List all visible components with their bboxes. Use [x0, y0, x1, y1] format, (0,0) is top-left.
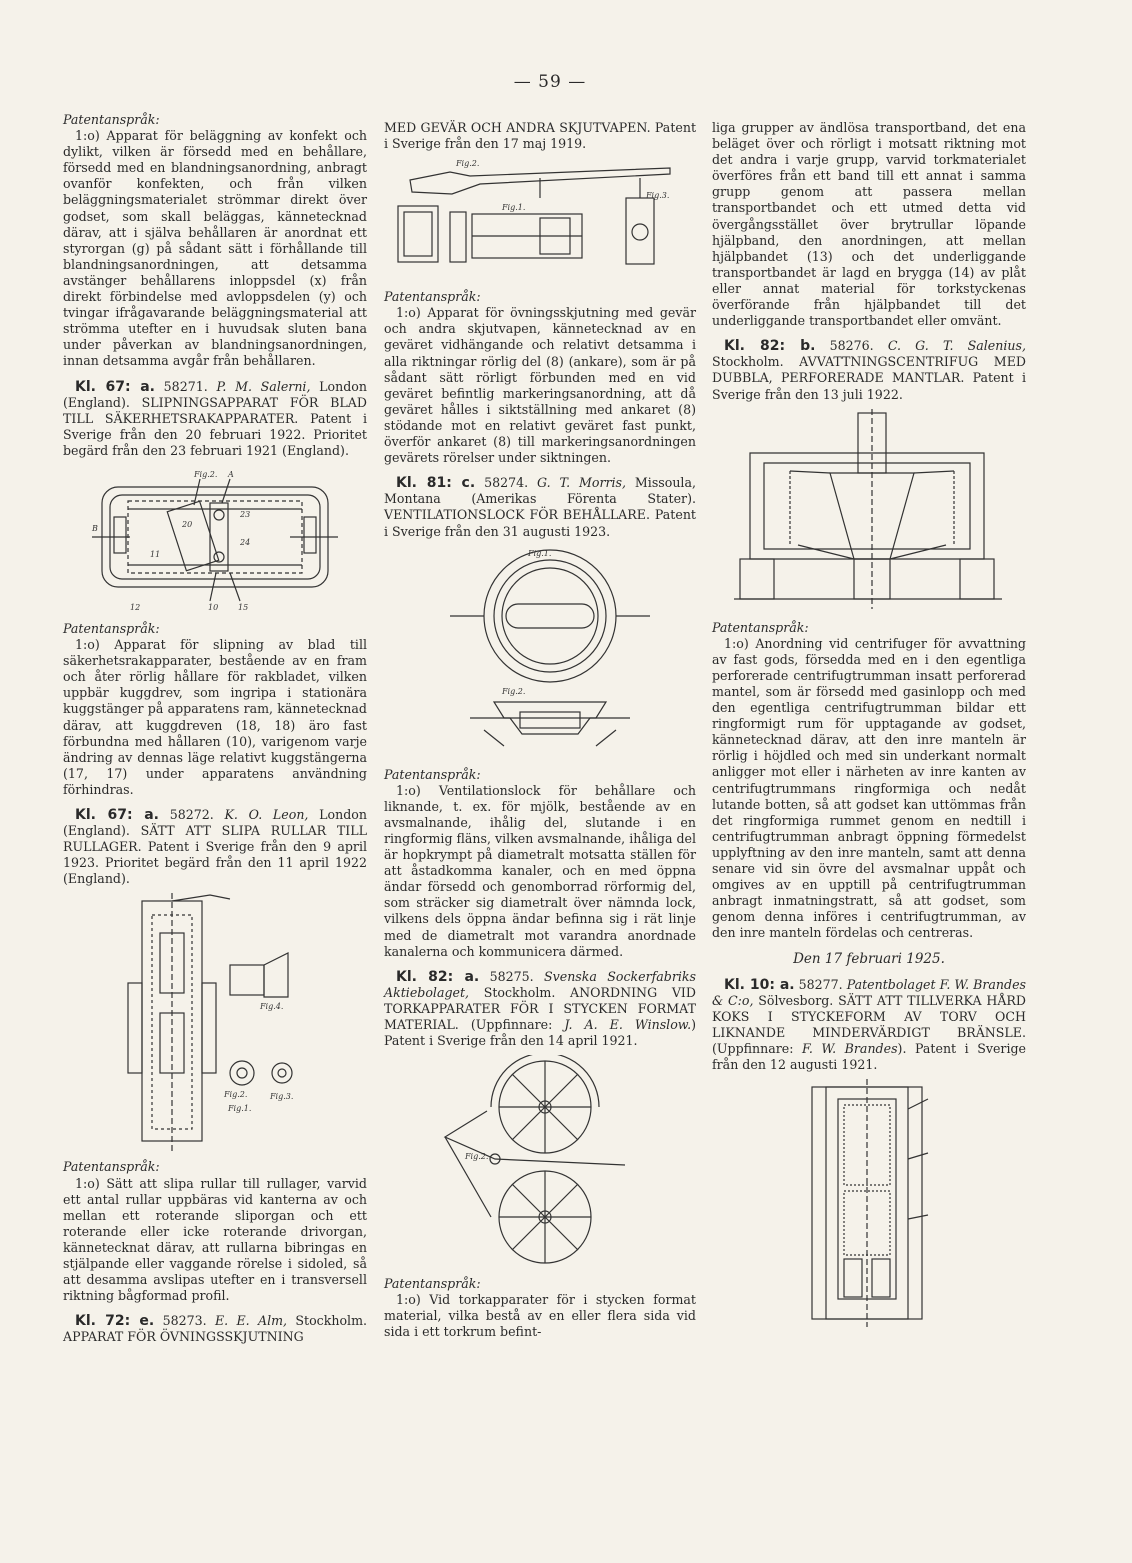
fig-label: 23: [240, 509, 251, 519]
continued-claim: liga grupper av ändlösa transportband, det ena beläget över och rörligt i motsatt riktning mot det andra i varje grupp, varvid torkmaterialet överföres från ett band till ett annat i samma grupp genom att passera mellan transportbandet och ett utmed detta vid övergångsstället över brytrullar löpande hjälpband, den anordningen, att mellan hjälpbandet (13) och det underliggande transportbandet är lagd en brygga (14) av plåt eller annat material för torkstyckenas överförande från hjälpbandet till det underliggande transportbandet eller omvänt.: [712, 120, 1026, 329]
patent-entry: [384, 475, 696, 539]
patent-title: Stockholm. AVVATTNINGSCENTRIFUG MED DUBBLA, PERFORERADE MANTLAR. Patent i Sverige från den 13 juli 1922.: [712, 354, 1026, 402]
class-label: Kl. 67: a.: [75, 378, 155, 395]
patent-entry: [712, 977, 1026, 1074]
fig-label: A: [228, 469, 234, 479]
claim-heading: Patentanspråk:: [384, 1276, 481, 1292]
patent-title: London (England). SÄTT ATT SLIPA RULLAR TILL RULLAGER. Patent i Sverige från den 9 april 1923. Prioritet begärd från den 11 april 1922 (England).: [63, 807, 367, 887]
class-label: Kl. 10: a.: [724, 976, 795, 993]
applicant-name: C. G. T. Salenius,: [887, 338, 1026, 354]
applicant-name: K. O. Leon,: [224, 807, 309, 822]
patent-number: 58275.: [489, 968, 534, 984]
continued-title: MED GEVÄR OCH ANDRA SKJUTVAPEN. Patent i Sverige från den 17 maj 1919.: [384, 120, 696, 152]
inventor-name: J. A. E. Winslow.: [564, 1017, 692, 1032]
claim-text: 1:o) Vid torkapparater för i stycken format material, vilka bestå av en eller flera sida vid sida i ett torkrum befint-: [384, 1292, 696, 1340]
claim-heading: Patentanspråk:: [63, 620, 160, 636]
fig-label: Fig.1.: [502, 203, 526, 213]
fig-label: Fig.2.: [456, 159, 480, 169]
patent-title-end: ) Patent i Sverige från den 14 april 1921.: [384, 1017, 696, 1049]
fig-label: 15: [238, 602, 249, 612]
fig-label: Fig.2.: [465, 1152, 489, 1162]
claim-heading: Patentanspråk:: [384, 766, 481, 782]
patent-title: Stockholm. ANORDNING VID TORKAPPARATER FÖR I STYCKEN FORMAT MATERIAL. (Uppfinnare:: [384, 984, 696, 1032]
claim-text: 1:o) Ventilationslock för behållare och liknande, t. ex. för mjölk, bestående av en avsmalnande, ihålig del, slutande i en ringformig fläns, vilken avsmalnande, ihåliga del är hopkrympt på diametralt motsatta ställen för att åstadkomma kanaler, och en med öppna ändar försedd och genomborrad rörformig del, som sträcker sig diametralt över nämnda lock, vilkens dels öppna ändar befinna sig i rät linje med de diametralt mot varandra anordnade kanalerna och kommunicera därmed.: [384, 782, 697, 959]
centrifuge-figure: [734, 409, 1004, 614]
patent-entry: [63, 379, 367, 459]
dryer-figure: [425, 1055, 655, 1270]
applicant-name: G. T. Morris,: [537, 475, 626, 491]
patent-title: Missoula, Montana (Amerikas Förenta Stater). VENTILATIONSLOCK FÖR BEHÅLLARE. Patent i Sverige från den 31 augusti 1923.: [384, 475, 696, 539]
claim-text: 1:o) Apparat för beläggning av konfekt och dylikt, vilken är försedd med en behållare, försedd med en blandningsanordning, anbragt ovanför konfekten, och från vilken beläggningsmaterialet strömmar direkt över godset, som skall beläggas, kännetecknad därav, att i själva behållaren är anordnat ett styrorgan (g) på sådant sätt i förhållande till blandningsanordningen, att detsamma avstänger behållarens inloppsdel (x) från direkt förbindelse med avloppsdelen (y) och tvingar ifrågavarande beläggningsmaterial att strömma utefter en i huvudsak sluten bana under påverkan av blandningsanordningen, innan detsamma avgår från behållaren.: [63, 128, 367, 369]
fig-label: Fig.1.: [228, 1104, 252, 1114]
patent-number: 58271.: [163, 378, 208, 394]
fig-label: 11: [150, 549, 161, 559]
inventor-name: F. W. Brandes: [802, 1040, 898, 1056]
patent-title: Sölvesborg. SÄTT ATT TILLVERKA HÅRD KOKS I STYCKEFORM AV TORV OCH LIKNANDE MINDERVÄRDIGT BRÄNSLE. (Uppfinnare:: [712, 992, 1026, 1056]
patent-entry: [384, 969, 696, 1049]
patent-number: 58272.: [169, 807, 214, 822]
applicant-name: Svenska Sockerfabriks Aktiebolaget,: [384, 968, 696, 1000]
patent-number: 58276.: [829, 338, 874, 354]
patent-title: Stockholm. APPARAT FÖR ÖVNINGSSKJUTNING: [63, 1313, 368, 1345]
claim-heading: Patentanspråk:: [712, 619, 809, 635]
date-heading: Den 17 februari 1925.: [793, 951, 945, 968]
patent-entry: [63, 807, 367, 887]
rifle-figure: [390, 158, 690, 283]
applicant-name: Patentbolaget F. W. Brandes & C:o,: [712, 976, 1026, 1008]
fig-label: 12: [130, 602, 141, 612]
column-2: [384, 120, 696, 1341]
claim-text: 1:o) Apparat för övningsskjutning med gevär och andra skjutvapen, kännetecknad av en geväret vidhängande och relativt detsamma i alla riktningar rörlig del (8) (ankare), som är på sådant sätt rörligt förbunden med en vid geväret befintlig markeringsanordning, att då geväret hålles i siktställning med ankaret (8) stödande mot en relativt geväret fast punkt, överför ankaret (8) till markeringsanordningen gevärets rörelser under siktningen.: [384, 305, 696, 466]
patent-number: 58273.: [162, 1313, 207, 1329]
patent-number: 58274.: [484, 475, 529, 491]
claim-text: 1:o) Sätt att slipa rullar till rullager, varvid ett antal rullar uppbäras vid kanterna av och mellan ett roterande sliporgan och ett roterande eller icke roterande drivorgan, kännetecknat därav, att rullarna bibringas en stjälpande eller vaggande rörelse i sidoled, så att desamma avslipas utefter en i transversell riktning bågformad profil.: [63, 1175, 367, 1304]
patent-number: 58277.: [798, 976, 843, 992]
fig-label: 10: [208, 602, 219, 612]
fig-label: B: [92, 523, 98, 533]
patent-entry: [63, 1313, 367, 1345]
patent-title-end: ). Patent i Sverige från den 12 augusti 1921.: [712, 1040, 1026, 1073]
claim-text: 1:o) Apparat för slipning av blad till säkerhetsrakapparater, bestående av en fram och åter rörlig hållare för rakbladet, vilken uppbär kuggdrev, som ingripa i stationära kuggstänger på apparatens ram, kännetecknad därav, att kuggdreven (18, 18) äro fast förbundna med hållaren (10), varigenom varje ändring av dennas läge relativt kuggstängerna (17, 17) under apparatens användning förhindras.: [63, 637, 367, 797]
class-label: Kl. 82: b.: [724, 338, 816, 355]
claim-heading: Patentanspråk:: [63, 1159, 160, 1175]
fig-label: 20: [182, 519, 193, 529]
fig-label: Fig.1.: [528, 548, 552, 558]
coke-oven-figure: [804, 1079, 934, 1329]
fig-label: Fig.2.: [502, 686, 526, 696]
fig-label: Fig.2.: [194, 469, 218, 479]
applicant-name: E. E. Alm,: [214, 1313, 288, 1329]
fig-label: Fig.4.: [260, 1002, 284, 1012]
column-3: [712, 120, 1026, 1335]
fig-label: Fig.3.: [646, 191, 670, 201]
roller-grinder-figure: [120, 893, 310, 1153]
fig-label: 24: [240, 537, 251, 547]
applicant-name: P. M. Salerni,: [216, 378, 311, 394]
class-label: Kl. 82: a.: [396, 968, 480, 985]
razor-grinder-figure: [90, 465, 340, 615]
claim-heading: Patentanspråk:: [384, 289, 481, 305]
class-label: Kl. 67: a.: [75, 807, 159, 823]
fig-label: Fig.2.: [224, 1090, 248, 1100]
fig-label: Fig.3.: [270, 1092, 294, 1102]
ventilation-lid-figure: [410, 546, 670, 761]
class-label: Kl. 72: e.: [75, 1313, 155, 1330]
class-label: Kl. 81: c.: [396, 475, 476, 492]
page-number: — 59 —: [513, 72, 587, 92]
patent-entry: [712, 338, 1026, 402]
claim-heading: Patentanspråk:: [63, 112, 160, 127]
patent-title: London (England). SLIPNINGSAPPARAT FÖR BLAD TILL SÄKERHETSRAKAPPARATER. Patent i Sverige från den 20 februari 1922. Prioritet begärd från den 23 februari 1921 (England).: [63, 378, 367, 458]
column-1: [63, 112, 367, 1346]
claim-text: 1:o) Anordning vid centrifuger för avvattning av fast gods, försedda med en i den egentliga perforerade centrifugtrumman insatt perforerad mantel, som är försedd med gasinlopp och med den egentliga centrifugtrumman bildar ett ringformigt rum för upptagande av godset, kännetecknad därav, att den inre manteln är rörlig i höjdled och med sin underkant normalt anligger mot eller i närheten av inre kanten av centrifugtrummans ringformiga och nedåt lutande botten, så att godset kan uttömmas från det ringformiga rummet genom en nedtill i centrifugtrumman anbragt öppning förmedelst upplyftning av den inre manteln, samt att denna senare vid sin övre del avsmalnar uppåt och omgives av en upptill på centrifugtrumman anbragt inmatningstratt, så att godset, som genom denna införes i centrifugtrumman, av den inre manteln fördelas och centreras.: [712, 635, 1026, 941]
